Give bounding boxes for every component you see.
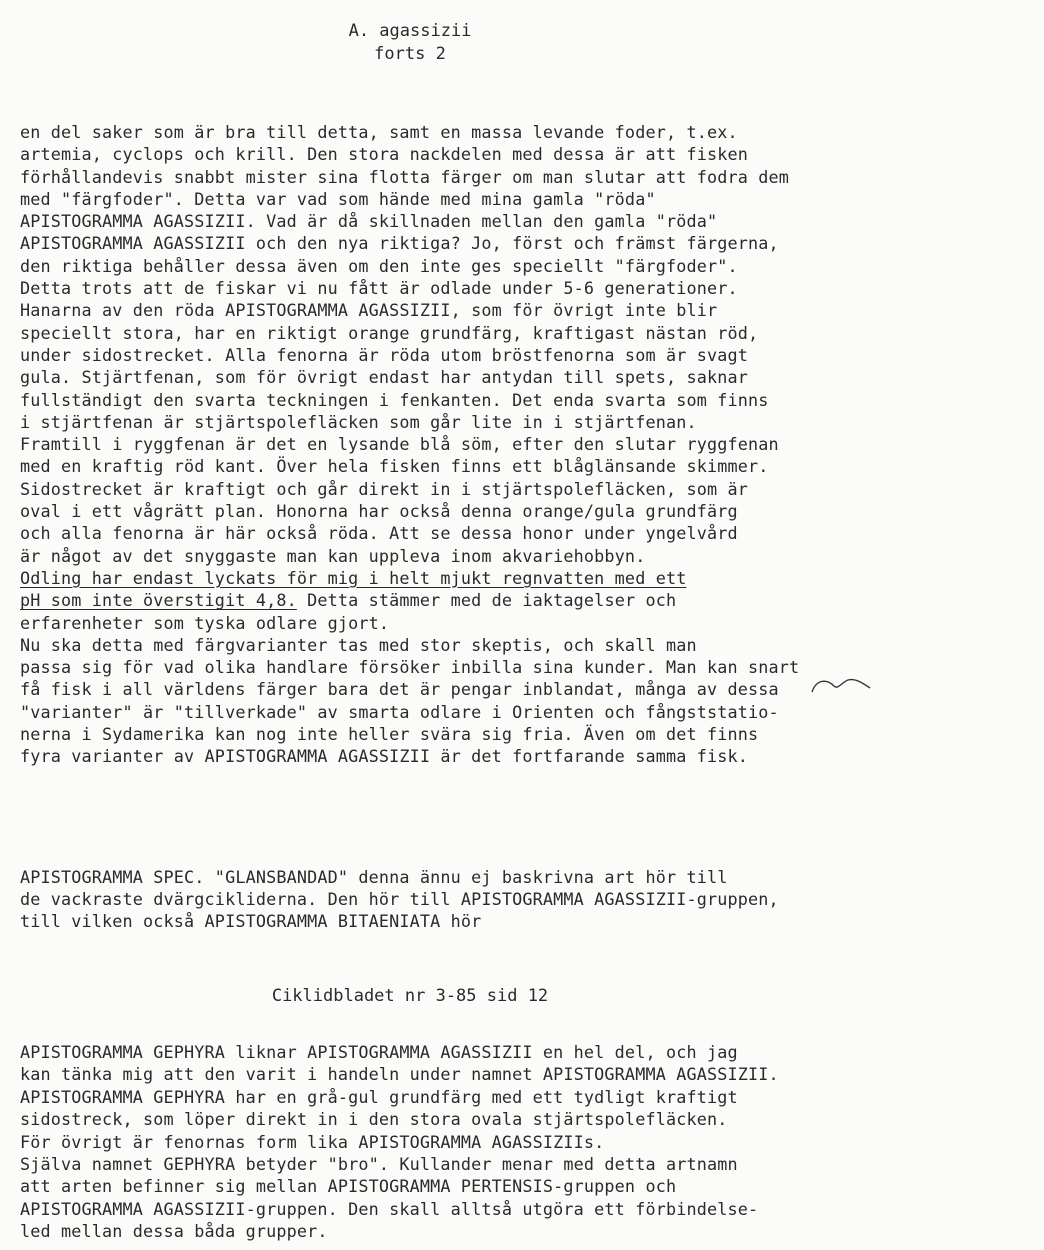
text-line: de vackraste dvärgcikliderna. Den hör till APISTOGRAMMA AGASSIZII-gruppen, xyxy=(20,889,779,909)
text-line: nerna i Sydamerika kan nog inte heller svära sig fria. Även om det finns xyxy=(20,724,759,745)
text-line: APISTOGRAMMA SPEC. "GLANSBANDAD" denna ännu ej baskrivna art hör till xyxy=(20,867,728,887)
text-line: Sidostrecket är kraftigt och går direkt in i stjärtspolefläcken, som är xyxy=(20,478,748,499)
text-line: gula. Stjärtfenan, som för övrigt endast har antydan till spets, saknar xyxy=(20,367,748,388)
text-line: förhållandevis snabbt mister sina flotta färger om man slutar att fodra dem xyxy=(20,166,789,187)
text-line: APISTOGRAMMA GEPHYRA har en grå-gul grundfärg med ett tydligt kraftigt xyxy=(20,1086,738,1107)
text-line: fullständigt den svarta teckningen i fenkanten. Det enda svarta som finns xyxy=(20,389,769,410)
text-line: med "färgfoder". Detta var vad som hände med mina gamla "röda" xyxy=(20,188,656,209)
header-subtitle: forts 2 xyxy=(374,44,446,64)
text-line: är något av det snyggaste man kan uppleva inom akvariehobbyn. xyxy=(20,545,646,566)
header-title: A. agassizii xyxy=(348,21,472,41)
page-reference: Ciklidbladet nr 3-85 sid 12 xyxy=(271,986,549,1006)
text-line: och alla fenorna är här också röda. Att se dessa honor under yngelvård xyxy=(20,523,738,544)
text-line: För övrigt är fenornas form lika APISTOGRAMMA AGASSIZIIs. xyxy=(20,1131,605,1152)
body-section-agassizii xyxy=(20,121,1030,768)
text-line: en del saker som är bra till detta, samt en massa levande foder, t.ex. xyxy=(20,122,738,142)
text-line: att arten befinner sig mellan APISTOGRAMMA PERTENSIS-gruppen och xyxy=(20,1176,677,1197)
text-line-mixed xyxy=(20,589,1030,611)
text-line: i stjärtfenan är stjärtspolefläcken som går lite in i stjärtfenan. xyxy=(20,411,697,432)
text-line: "varianter" är "tillverkade" av smarta odlare i Orienten och fångststatio- xyxy=(20,701,779,722)
handwritten-correction-mark xyxy=(808,676,888,696)
text-line: Hanarna av den röda APISTOGRAMMA AGASSIZII, som för övrigt inte blir xyxy=(20,300,718,321)
text-line: Nu ska detta med färgvarianter tas med stor skeptis, och skall man xyxy=(20,634,697,655)
text-line: under sidostrecket. Alla fenorna är röda utom bröstfenorna som är svagt xyxy=(20,344,748,365)
page-header xyxy=(0,20,820,66)
text-line: APISTOGRAMMA AGASSIZII-gruppen. Den skall alltså utgöra ett förbindelse- xyxy=(20,1198,759,1219)
text-line: kan tänka mig att den varit i handeln under namnet APISTOGRAMMA AGASSIZII. xyxy=(20,1064,779,1085)
text-span: Detta stämmer med de iaktagelser och xyxy=(296,590,677,611)
text-line: speciellt stora, har en riktigt orange grundfärg, kraftigast nästan röd, xyxy=(20,322,759,343)
body-section-glansbandad xyxy=(20,866,1030,932)
underlined-text-span: pH som inte överstigit 4,8. xyxy=(20,590,297,611)
text-line: passa sig för vad olika handlare försöker inbilla sina kunder. Man kan snart xyxy=(20,657,800,678)
text-line: APISTOGRAMMA GEPHYRA liknar APISTOGRAMMA AGASSIZII en hel del, och jag xyxy=(20,1042,738,1062)
text-line: till vilken också APISTOGRAMMA BITAENIATA hör xyxy=(20,911,482,931)
text-line: den riktiga behåller dessa även om den inte ges speciellt "färgfoder". xyxy=(20,255,738,276)
text-line: med en kraftig röd kant. Över hela fisken finns ett blåglänsande skimmer. xyxy=(20,456,769,477)
text-line: få fisk i all världens färger bara det är pengar inblandat, många av dessa xyxy=(20,679,779,700)
text-line: APISTOGRAMMA AGASSIZII. Vad är då skillnaden mellan den gamla "röda" xyxy=(20,211,718,232)
text-line: Detta trots att de fiskar vi nu fått är odlade under 5-6 generationer. xyxy=(20,278,738,299)
text-line: erfarenheter som tyska odlare gjort. xyxy=(20,612,390,633)
text-line: Framtill i ryggfenan är det en lysande blå söm, efter den slutar ryggfenan xyxy=(20,434,779,455)
text-line: artemia, cyclops och krill. Den stora nackdelen med dessa är att fisken xyxy=(20,144,748,165)
text-line: APISTOGRAMMA AGASSIZII och den nya riktiga? Jo, först och främst färgerna, xyxy=(20,233,779,254)
text-line: led mellan dessa båda grupper. xyxy=(20,1221,328,1242)
text-line: sidostreck, som löper direkt in i den stora ovala stjärtspolefläcken. xyxy=(20,1109,728,1130)
underlined-text-line: Odling har endast lyckats för mig i helt mjukt regnvatten med ett xyxy=(20,567,687,588)
text-line: Själva namnet GEPHYRA betyder "bro". Kullander menar med detta artnamn xyxy=(20,1154,738,1175)
text-line: oval i ett vågrätt plan. Honorna har också denna orange/gula grundfärg xyxy=(20,501,738,522)
body-section-gephyra xyxy=(20,1041,1030,1243)
text-line: fyra varianter av APISTOGRAMMA AGASSIZII är det fortfarande samma fisk. xyxy=(20,746,748,767)
